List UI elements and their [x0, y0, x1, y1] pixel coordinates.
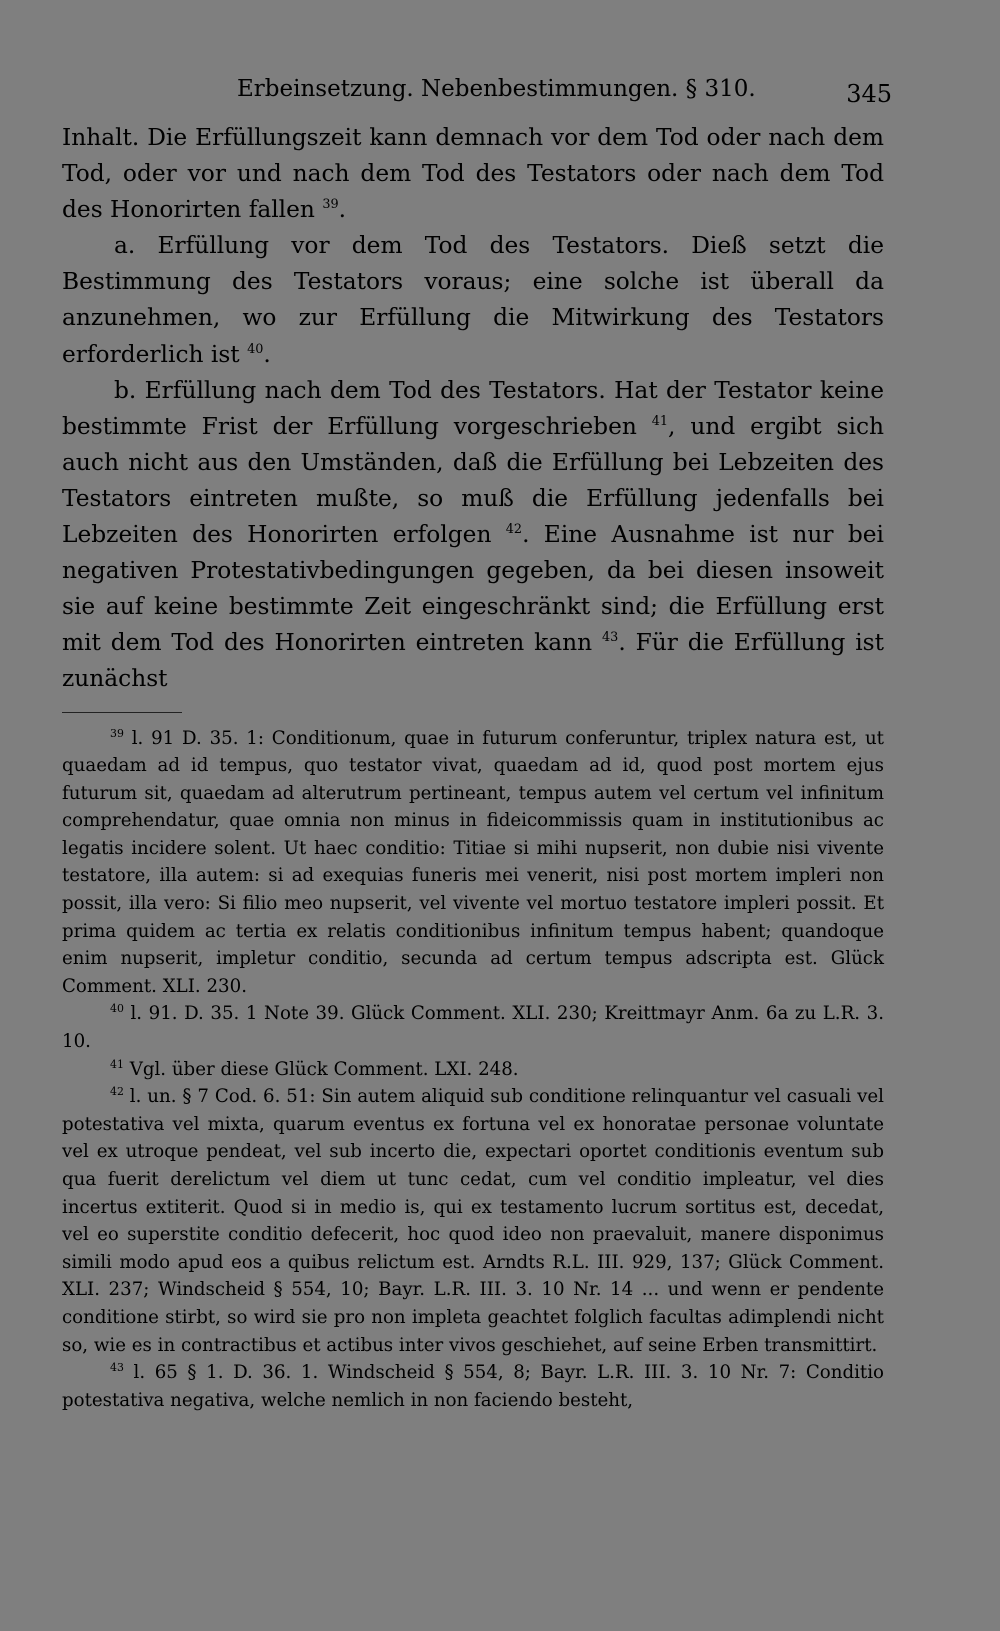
footnote-39 [62, 725, 884, 1001]
running-title: Erbeinsetzung. Nebenbestimmungen. § 310. [237, 76, 756, 102]
footnote-43 [62, 1359, 884, 1414]
paragraph-end: . [338, 196, 347, 224]
footnote-40 [62, 1000, 884, 1055]
page-number: 345 [846, 80, 892, 108]
page-header [62, 72, 892, 120]
footnote-number: 39 [110, 726, 124, 740]
footnote-number: 41 [110, 1057, 124, 1071]
paragraph-b [62, 373, 884, 698]
footnote-number: 42 [110, 1085, 124, 1099]
paragraph-text: , und ergibt sich auch nicht aus den Umständen, daß die Erfüllung bei Lebzeiten des Testators eintreten mußte, so muß die Erfüllung jedenfalls bei Lebzeiten des Honorirten erfolgen [62, 412, 884, 549]
paragraph-inhalt [62, 120, 884, 228]
footnote-divider [62, 712, 182, 713]
footnote-ref: 40 [247, 341, 264, 357]
footnote-41 [62, 1056, 884, 1084]
footnote-42 [62, 1083, 884, 1359]
footnote-number: 43 [110, 1361, 124, 1375]
paragraph-text: a. Erfüllung vor dem Tod des Testators. Dieß setzt die Bestimmung des Testators voraus; eine solche ist überall da anzunehmen, wo zur Erfüllung die Mitwirkung des Testators erforderlich ist [62, 232, 884, 368]
main-text [62, 120, 884, 698]
paragraph-end: . [263, 340, 271, 368]
paragraph-text: b. Erfüllung nach dem Tod des Testators. Hat der Testator keine bestimmte Frist der Erfüllung vorgeschrieben [62, 376, 884, 440]
paragraph-a [62, 228, 884, 372]
footnote-ref: 41 [651, 413, 669, 429]
paragraph-text: . Für die Erfüllung ist zunächst [62, 629, 885, 693]
footnote-ref: 43 [602, 630, 619, 646]
footnote-ref: 42 [505, 522, 523, 538]
footnote-text: l. 91 D. 35. 1: Conditionum, quae in futurum conferuntur, triplex natura est, ut quaedam ad id tempus, quo testator vivat, quaedam ad id, quod post mortem ejus futurum sit, quaedam ad alterutrum pertineant, tempus autem vel certum vel infinitum comprehendatur, quae omnia non minus in fideicommissis quam in institutionibus ac legatis incidere solent. Ut haec conditio: Titiae si mihi nupserit, non dubie nisi vivente testatore, illa autem: si ad exequias funeris mei venerit, nisi post mortem impleri non possit, illa vero: Si filio meo nupserit, vel vivente vel mortuo testatore impleri possit. Et prima quidem ac tertia ex relatis conditionibus infinitum tempus habent; quandoque enim nupserit, impletur conditio, secunda ad certum tempus adscripta est. Glück Comment. XLI. 230. [62, 727, 884, 997]
footnote-ref: 39 [322, 197, 339, 213]
footnote-text: l. 91. D. 35. 1 Note 39. Glück Comment. XLI. 230; Kreittmayr Anm. 6a zu L.R. 3. 10. [62, 1003, 884, 1053]
footnote-text: Vgl. über diese Glück Comment. LXI. 248. [129, 1058, 519, 1080]
footnote-number: 40 [110, 1002, 124, 1016]
paragraph-text: . Eine Ausnahme ist nur bei negativen Protestativbedingungen gegeben, da bei diesen insoweit sie auf keine bestimmte Zeit eingeschränkt sind; die Erfüllung erst mit dem Tod des Honorirten eintreten kann [62, 521, 884, 657]
book-page [62, 72, 892, 1612]
footnote-text: l. un. § 7 Cod. 6. 51: Sin autem aliquid sub conditione relinquantur vel casuali vel potestativa vel mixta, quarum eventus ex fortuna vel ex honoratae personae voluntate vel ex utroque pendeat, vel sub incerto die, expectari oportet conditionis eventum sub qua fuerit derelictum vel diem ut tunc cedat, cum vel conditio impleatur, vel dies incertus extiterit. Quod si in medio is, qui ex testamento lucrum sortitus est, decedat, vel eo superstite conditio defecerit, hoc quod ideo non praevaluit, manere disponimus simili modo apud eos a quibus relictum est. Arndts R.L. III. 929, 137; Glück Comment. XLI. 237; Windscheid § 554, 10; Bayr. L.R. III. 3. 10 Nr. 14 ... und wenn er pendente conditione stirbt, so wird sie pro non impleta geachtet folglich facultas adimplendi nicht so, wie es in contractibus et actibus inter vivos geschiehet, auf seine Erben transmittirt. [62, 1086, 884, 1356]
paragraph-text: Inhalt. Die Erfüllungszeit kann demnach vor dem Tod oder nach dem Tod, oder vor und nach dem Tod des Testators oder nach dem Tod des Honorirten fallen [62, 124, 884, 224]
footnote-text: l. 65 § 1. D. 36. 1. Windscheid § 554, 8; Bayr. L.R. III. 3. 10 Nr. 7: Conditio potestativa negativa, welche nemlich in non faciendo besteht, [62, 1362, 884, 1411]
footnotes [62, 725, 884, 1415]
